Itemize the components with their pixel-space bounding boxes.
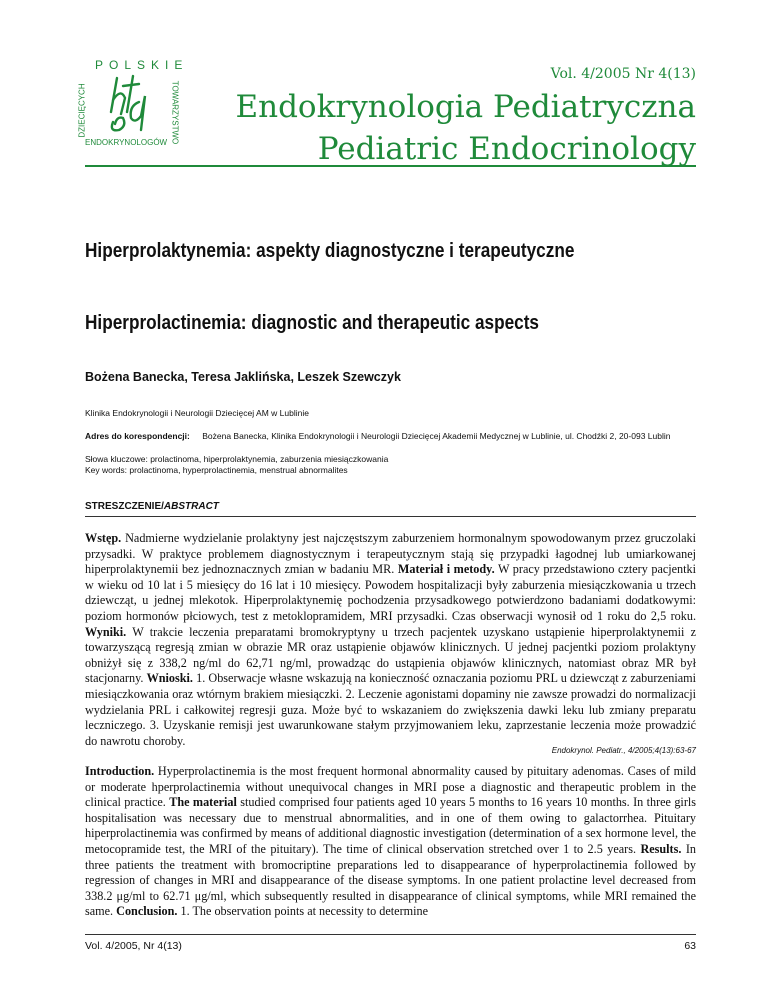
logo-right-text: TOWARZYSTWO [170,80,180,145]
footer-volume: Vol. 4/2005, Nr 4(13) [85,940,182,952]
keywords-pl: Słowa kluczowe: prolactinoma, hiperprolaktynemia, zaburzenia miesiączkowania [85,454,389,464]
abstract-heading [85,501,219,512]
abstract-pl-run: Wnioski. [146,671,193,686]
abstract-en-run: 1. The observation points at necessity to determine [177,904,429,919]
journal-title-pl: Endokrynologia Pediatryczna [235,89,696,125]
keywords-en: Key words: prolactinoma, hyperprolactinemia, menstrual abnormalites [85,465,348,475]
abstract-en-run: Hyperprolactinemia is the most frequent hormonal abnormality caused by pituitary adenomas. Cases of mild or moderate hperprolactinemia without unequivocal changes in MRI pose a diagnostic and therapeutic problem in the clinical practice. [85,764,696,810]
logo-mark-icon [99,72,163,136]
abstract-en-run: The material [169,795,237,810]
abstract-pl [85,531,696,749]
abstract-heading-text: STRESZCZENIE/ [85,501,164,512]
footer-divider [85,934,696,935]
keywords [85,454,388,476]
abstract-pl-run: W trakcie leczenia preparatami bromokryptyny u trzech pacjentek uzyskano ustąpienie hiperprolaktynemii z towarzyszącą regresją zmian w obrazie MR oraz ustąpienie objawów klinicznych. U jednej pacjentki poziom prolaktyny obniżył się z 338,2 ng/ml do 62,71 ng/ml, prowadząc do ustąpienia objawów klinicznych, natomiast obraz MR był stacjonarny. [85,624,696,686]
abstract-divider [85,516,696,517]
abstract-pl-run: W pracy przedstawiono cztery pacjentki w wieku od 10 lat i 5 miesięcy do 16 lat i 10 miesięcy. Powodem hospitalizacji były zaburzenia miesiączkowania u trzech dziewcząt, u jednej mlekotok. Hiperprolaktynemię pochodzenia przysadkowego potwierdzono badaniami dodatkowymi: poziom hormonów płciowych, test z metoklopramidem, MRI przysadki. Czas obserwacji wynosił od 1 roku do 2,5 roku. [85,562,697,623]
abstract-en-run: In three patients the treatment with bromocriptine preparations led to disappearance of hyperprolactinemia followed by regression of changes in MRI and disappearance of the disease symptoms. In one patient prolactine level decreased from 338.2 μg/ml to 62.71 μg/ml, which subsequently resulted in disappearance of clinical symptoms, while MRI remained the same. [85,841,696,919]
correspondence-label: Adres do korespondencji: [85,431,190,441]
abstract-en-run: studied comprised four patients aged 10 years 5 months to 16 years 10 months. In three girls hospitalisation was necessary due to menstrual abnormalities, and in one of them owing to galactorrhea. Pituitary hiperprolactinemia was confirmed by means of additional diagnostic investigation (determination of a sex hormone level, the metocopramide test, the MRI of the pituitary). The time of clinical observation stretched over 1 to 2.5 years. [85,795,697,856]
journal-title-en: Pediatric Endocrinology [317,131,696,167]
logo-bottom-text: ENDOKRYNOLOGÓW [85,138,168,147]
citation: Endokrynol. Pediatr., 4/2005;4(13):63-67 [551,746,696,755]
abstract-heading-italic: ABSTRACT [163,501,219,512]
society-logo [77,58,189,158]
abstract-en-run: Introduction. [85,764,155,778]
abstract-pl-run: 1. Obserwacje własne wskazują na konieczność oznaczania poziomu PRL u dziewcząt z zaburzeniami miesiączkowania oraz wtórnym brakiem miesiączki. 2. Leczenie agonistami dopaminy nie zawsze prowadzi do normalizacji wydzielania PRL i całkowitej regresji guza. Może być to wskazaniem do zwiększenia dawki leku lub zmiany preparatu leczniczego. 3. Uzyskanie remisji jest uwarunkowane stałym przyjmowaniem leku, zaprzestanie leczenia może prowadzić do nawrotu choroby. [85,671,696,748]
abstract-pl-run: Nadmierne wydzielanie prolaktyny jest najczęstszym zaburzeniem hormonalnym spowodowanym przez gruczolaki przysadki. W praktyce problemem diagnostycznym i terapeutycznym stają się przypadki łagodnej lub umiarkowanej hiperprolaktynemii bez jednoznacznych zmian w badaniu MR. [85,531,696,577]
logo-top-text: POLSKIE [95,58,189,72]
journal-title [235,86,696,170]
article-title-pl: Hiperprolaktynemia: aspekty diagnostyczne i terapeutyczne [85,240,575,262]
abstract-en-run: Conclusion. [116,904,178,919]
volume-header: Vol. 4/2005 Nr 4(13) [550,66,696,82]
abstract-en [85,764,696,920]
affiliation: Klinika Endokrynologii i Neurologii Dziecięcej AM w Lublinie [85,408,309,418]
authors: Bożena Banecka, Teresa Jaklińska, Leszek Szewczyk [85,370,401,384]
correspondence [85,431,670,441]
abstract-pl-run: Wstęp. [85,531,122,545]
abstract-en-run: Results. [640,841,682,856]
abstract-pl-run: Materiał i metody. [397,562,495,577]
logo-left-text: DZIECIĘCYCH [77,83,87,138]
page-number: 63 [684,940,696,952]
correspondence-address: Bożena Banecka, Klinika Endokrynologii i Neurologii Dziecięcej Akademii Medycznej w Lublinie, ul. Chodźki 2, 20-093 Lublin [202,431,671,441]
abstract-pl-run: Wyniki. [85,624,127,639]
header-divider [85,165,696,167]
article-title-en: Hiperprolactinemia: diagnostic and therapeutic aspects [85,312,540,334]
